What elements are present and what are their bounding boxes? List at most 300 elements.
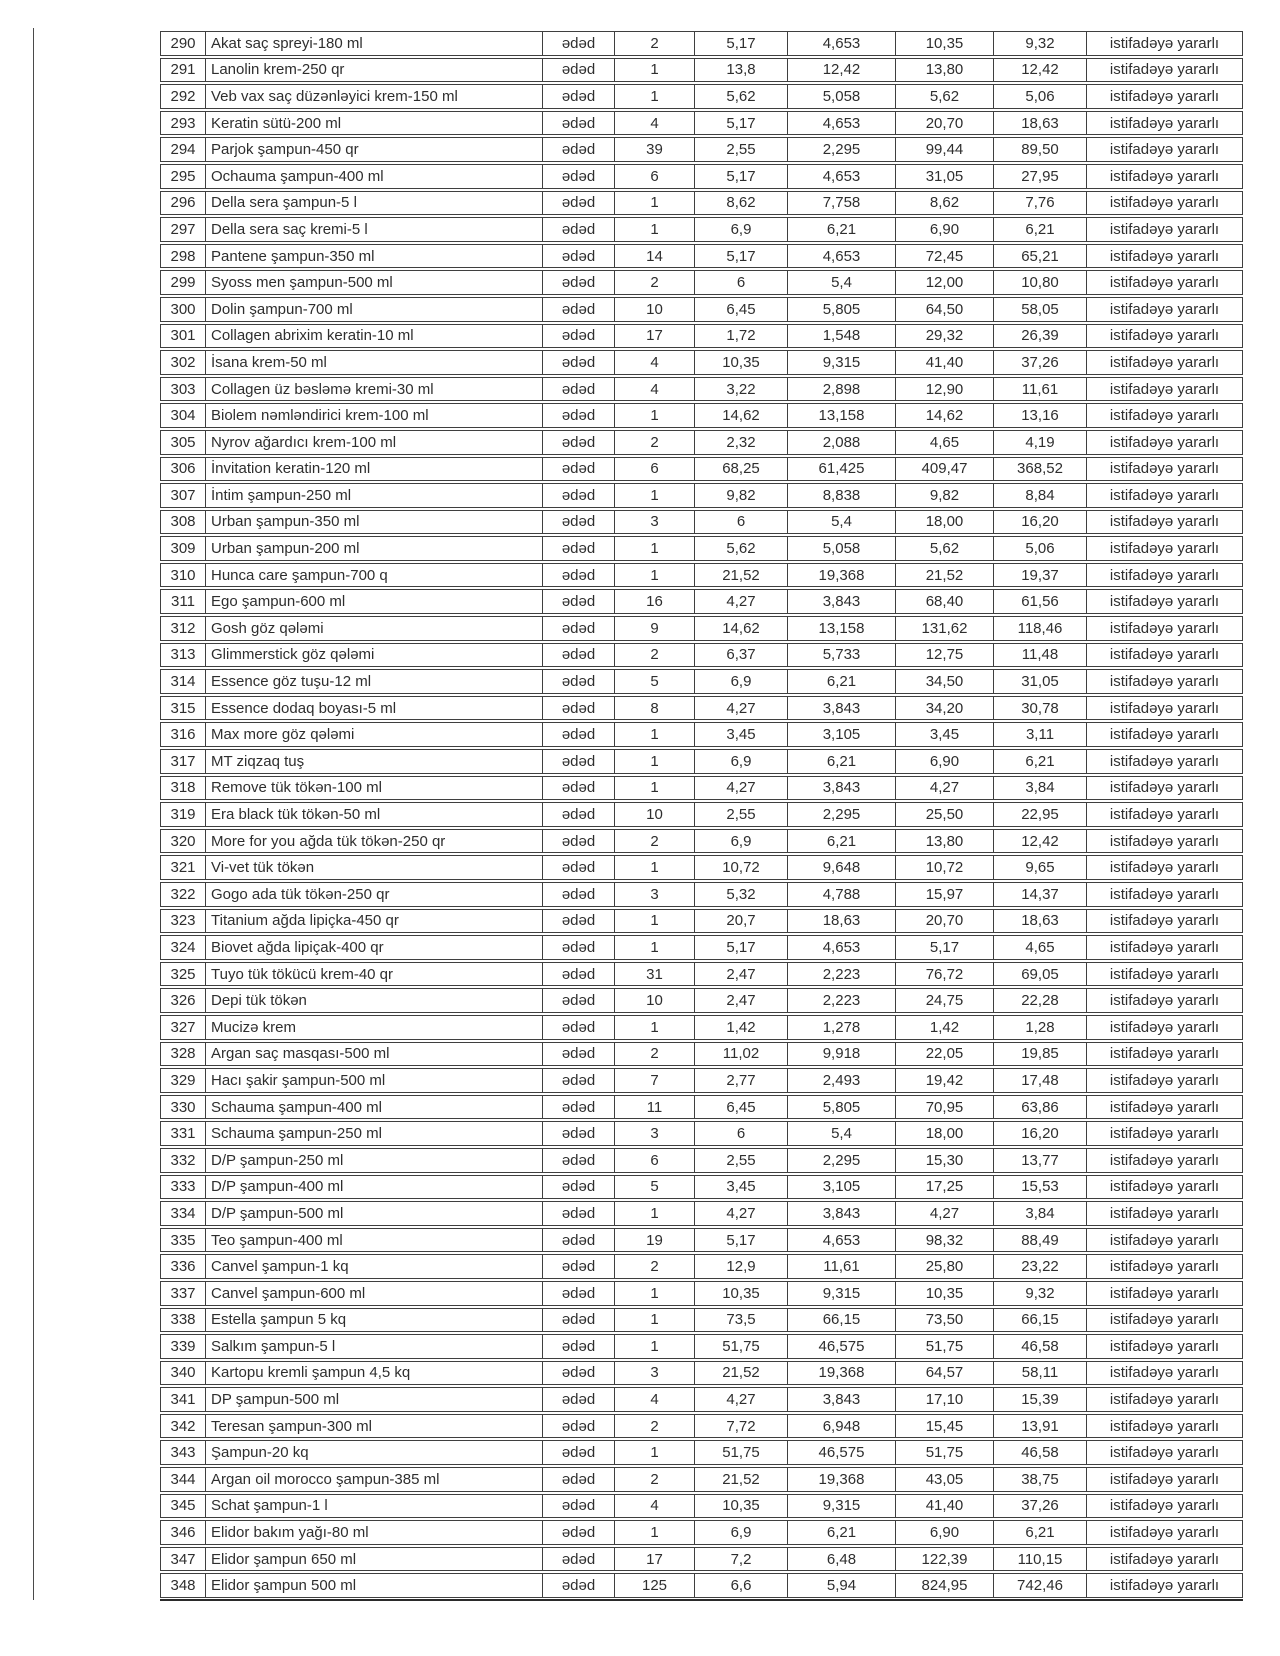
total-cell: 98,32 [896,1228,994,1253]
quantity-cell: 1 [615,722,695,747]
product-name-cell: Essence dodaq boyası-5 ml [206,696,543,721]
quantity-cell: 4 [615,350,695,375]
total-cell: 12,75 [896,643,994,668]
total-cell: 131,62 [896,616,994,641]
unit-cell: ədəd [543,589,615,614]
condition-status-cell: istifadəyə yararlı [1087,1228,1243,1253]
unit-price-net-cell: 5,805 [788,297,896,322]
row-number-cell: 337 [160,1281,206,1306]
quantity-cell: 3 [615,882,695,907]
unit-cell: ədəd [543,1121,615,1146]
condition-status-cell: istifadəyə yararlı [1087,1281,1243,1306]
quantity-cell: 2 [615,31,695,56]
condition-status-cell: istifadəyə yararlı [1087,802,1243,827]
condition-status-cell: istifadəyə yararlı [1087,1175,1243,1200]
unit-price-cell: 6,9 [695,1520,788,1545]
unit-cell: ədəd [543,935,615,960]
table-row [160,1361,1243,1386]
unit-price-cell: 6,9 [695,669,788,694]
unit-cell: ədəd [543,270,615,295]
total-cell: 21,52 [896,563,994,588]
row-number-cell: 317 [160,749,206,774]
unit-price-cell: 10,35 [695,1494,788,1519]
total-cell: 12,00 [896,270,994,295]
product-name-cell: Essence göz tuşu-12 ml [206,669,543,694]
row-number-cell: 300 [160,297,206,322]
table-row [160,643,1243,668]
condition-status-cell: istifadəyə yararlı [1087,1494,1243,1519]
total-net-cell: 12,42 [994,829,1087,854]
unit-price-net-cell: 13,158 [788,403,896,428]
total-net-cell: 65,21 [994,244,1087,269]
unit-price-cell: 2,47 [695,988,788,1013]
product-name-cell: Della sera saç kremi-5 l [206,217,543,242]
table-row [160,1494,1243,1519]
unit-price-cell: 4,27 [695,696,788,721]
quantity-cell: 1 [615,909,695,934]
product-name-cell: Dolin şampun-700 ml [206,297,543,322]
quantity-cell: 1 [615,935,695,960]
row-number-cell: 296 [160,191,206,216]
row-number-cell: 335 [160,1228,206,1253]
quantity-cell: 1 [615,563,695,588]
condition-status-cell: istifadəyə yararlı [1087,510,1243,535]
unit-price-cell: 68,25 [695,457,788,482]
product-name-cell: Kartopu kremli şampun 4,5 kq [206,1361,543,1386]
total-cell: 18,00 [896,510,994,535]
unit-price-net-cell: 4,653 [788,31,896,56]
unit-price-net-cell: 2,223 [788,988,896,1013]
unit-cell: ədəd [543,58,615,83]
condition-status-cell: istifadəyə yararlı [1087,457,1243,482]
table-bottom-border [160,1599,1243,1601]
unit-price-net-cell: 6,48 [788,1547,896,1572]
total-net-cell: 46,58 [994,1334,1087,1359]
unit-price-net-cell: 2,223 [788,962,896,987]
total-cell: 64,50 [896,297,994,322]
total-net-cell: 88,49 [994,1228,1087,1253]
quantity-cell: 4 [615,1494,695,1519]
table-row [160,350,1243,375]
table-row [160,111,1243,136]
table-row [160,1281,1243,1306]
row-number-cell: 295 [160,164,206,189]
unit-price-cell: 6,45 [695,297,788,322]
total-cell: 25,80 [896,1254,994,1279]
total-cell: 19,42 [896,1068,994,1093]
table-row [160,1015,1243,1040]
quantity-cell: 5 [615,1175,695,1200]
row-number-cell: 333 [160,1175,206,1200]
unit-cell: ədəd [543,1520,615,1545]
product-name-cell: Keratin sütü-200 ml [206,111,543,136]
product-name-cell: Gosh göz qələmi [206,616,543,641]
unit-price-cell: 21,52 [695,1361,788,1386]
unit-price-net-cell: 6,21 [788,829,896,854]
table-row [160,84,1243,109]
quantity-cell: 2 [615,430,695,455]
unit-cell: ədəd [543,457,615,482]
unit-cell: ədəd [543,882,615,907]
total-cell: 15,30 [896,1148,994,1173]
product-name-cell: Veb vax saç düzənləyici krem-150 ml [206,84,543,109]
quantity-cell: 2 [615,1254,695,1279]
unit-price-cell: 6,9 [695,829,788,854]
table-row [160,855,1243,880]
unit-price-net-cell: 4,653 [788,244,896,269]
row-number-cell: 299 [160,270,206,295]
unit-price-cell: 2,32 [695,430,788,455]
product-name-cell: Canvel şampun-1 kq [206,1254,543,1279]
condition-status-cell: istifadəyə yararlı [1087,776,1243,801]
row-number-cell: 320 [160,829,206,854]
unit-price-net-cell: 9,918 [788,1042,896,1067]
total-net-cell: 13,77 [994,1148,1087,1173]
unit-price-cell: 10,35 [695,1281,788,1306]
table-row [160,1440,1243,1465]
product-name-cell: Remove tük tökən-100 ml [206,776,543,801]
table-row [160,191,1243,216]
unit-price-net-cell: 3,843 [788,1387,896,1412]
unit-price-net-cell: 66,15 [788,1308,896,1333]
unit-price-net-cell: 61,425 [788,457,896,482]
total-cell: 12,90 [896,377,994,402]
total-net-cell: 58,05 [994,297,1087,322]
quantity-cell: 8 [615,696,695,721]
page-edge-line [33,28,34,1600]
condition-status-cell: istifadəyə yararlı [1087,1334,1243,1359]
total-cell: 4,27 [896,1201,994,1226]
condition-status-cell: istifadəyə yararlı [1087,882,1243,907]
total-net-cell: 13,91 [994,1414,1087,1439]
unit-price-cell: 5,62 [695,536,788,561]
product-name-cell: Canvel şampun-600 ml [206,1281,543,1306]
unit-cell: ədəd [543,137,615,162]
row-number-cell: 341 [160,1387,206,1412]
product-name-cell: Ochauma şampun-400 ml [206,164,543,189]
table-row [160,935,1243,960]
product-name-cell: Schat şampun-1 l [206,1494,543,1519]
total-net-cell: 15,39 [994,1387,1087,1412]
product-name-cell: Estella şampun 5 kq [206,1308,543,1333]
unit-price-cell: 3,22 [695,377,788,402]
quantity-cell: 1 [615,1201,695,1226]
table-row [160,483,1243,508]
unit-price-cell: 7,2 [695,1547,788,1572]
row-number-cell: 304 [160,403,206,428]
total-net-cell: 3,11 [994,722,1087,747]
quantity-cell: 31 [615,962,695,987]
unit-price-net-cell: 9,315 [788,1281,896,1306]
product-name-cell: D/P şampun-250 ml [206,1148,543,1173]
unit-cell: ədəd [543,1387,615,1412]
unit-cell: ədəd [543,403,615,428]
total-net-cell: 46,58 [994,1440,1087,1465]
total-cell: 4,27 [896,776,994,801]
quantity-cell: 2 [615,1414,695,1439]
row-number-cell: 331 [160,1121,206,1146]
total-cell: 13,80 [896,829,994,854]
row-number-cell: 303 [160,377,206,402]
row-number-cell: 321 [160,855,206,880]
condition-status-cell: istifadəyə yararlı [1087,616,1243,641]
unit-price-cell: 6,37 [695,643,788,668]
unit-price-net-cell: 7,758 [788,191,896,216]
condition-status-cell: istifadəyə yararlı [1087,270,1243,295]
unit-price-net-cell: 2,088 [788,430,896,455]
unit-cell: ədəd [543,1440,615,1465]
inventory-table-body [160,31,1243,1598]
quantity-cell: 6 [615,457,695,482]
unit-cell: ədəd [543,1254,615,1279]
condition-status-cell: istifadəyə yararlı [1087,1095,1243,1120]
unit-price-cell: 9,82 [695,483,788,508]
total-cell: 6,90 [896,749,994,774]
condition-status-cell: istifadəyə yararlı [1087,1201,1243,1226]
quantity-cell: 11 [615,1095,695,1120]
product-name-cell: Urban şampun-200 ml [206,536,543,561]
product-name-cell: Elidor şampun 500 ml [206,1573,543,1598]
total-cell: 122,39 [896,1547,994,1572]
inventory-table [160,29,1243,1600]
total-net-cell: 6,21 [994,749,1087,774]
condition-status-cell: istifadəyə yararlı [1087,1308,1243,1333]
unit-cell: ədəd [543,1281,615,1306]
row-number-cell: 332 [160,1148,206,1173]
total-cell: 15,45 [896,1414,994,1439]
condition-status-cell: istifadəyə yararlı [1087,244,1243,269]
total-net-cell: 4,19 [994,430,1087,455]
product-name-cell: Collagen üz bəsləmə kremi-30 ml [206,377,543,402]
row-number-cell: 336 [160,1254,206,1279]
condition-status-cell: istifadəyə yararlı [1087,669,1243,694]
row-number-cell: 325 [160,962,206,987]
unit-price-net-cell: 4,653 [788,935,896,960]
table-row [160,1254,1243,1279]
row-number-cell: 347 [160,1547,206,1572]
total-cell: 5,62 [896,84,994,109]
total-net-cell: 3,84 [994,776,1087,801]
quantity-cell: 10 [615,802,695,827]
unit-price-cell: 51,75 [695,1334,788,1359]
unit-price-cell: 2,55 [695,1148,788,1173]
total-cell: 10,72 [896,855,994,880]
condition-status-cell: istifadəyə yararlı [1087,483,1243,508]
unit-price-cell: 14,62 [695,403,788,428]
unit-cell: ədəd [543,510,615,535]
total-cell: 15,97 [896,882,994,907]
condition-status-cell: istifadəyə yararlı [1087,1573,1243,1598]
total-net-cell: 9,32 [994,31,1087,56]
unit-cell: ədəd [543,1547,615,1572]
quantity-cell: 16 [615,589,695,614]
quantity-cell: 1 [615,84,695,109]
row-number-cell: 292 [160,84,206,109]
quantity-cell: 4 [615,111,695,136]
row-number-cell: 314 [160,669,206,694]
unit-cell: ədəd [543,1095,615,1120]
product-name-cell: Mucizə krem [206,1015,543,1040]
row-number-cell: 312 [160,616,206,641]
product-name-cell: Lanolin krem-250 qr [206,58,543,83]
row-number-cell: 318 [160,776,206,801]
unit-price-net-cell: 3,843 [788,776,896,801]
row-number-cell: 339 [160,1334,206,1359]
quantity-cell: 10 [615,297,695,322]
table-row [160,988,1243,1013]
product-name-cell: Max more göz qələmi [206,722,543,747]
unit-price-cell: 10,35 [695,350,788,375]
quantity-cell: 39 [615,137,695,162]
table-row [160,244,1243,269]
condition-status-cell: istifadəyə yararlı [1087,722,1243,747]
condition-status-cell: istifadəyə yararlı [1087,1520,1243,1545]
product-name-cell: Akat saç spreyi-180 ml [206,31,543,56]
unit-price-net-cell: 13,158 [788,616,896,641]
condition-status-cell: istifadəyə yararlı [1087,1068,1243,1093]
unit-price-cell: 1,72 [695,324,788,349]
table-row [160,722,1243,747]
row-number-cell: 338 [160,1308,206,1333]
row-number-cell: 310 [160,563,206,588]
condition-status-cell: istifadəyə yararlı [1087,696,1243,721]
total-cell: 3,45 [896,722,994,747]
quantity-cell: 1 [615,855,695,880]
product-name-cell: Teo şampun-400 ml [206,1228,543,1253]
row-number-cell: 307 [160,483,206,508]
total-net-cell: 742,46 [994,1573,1087,1598]
unit-price-cell: 5,17 [695,244,788,269]
product-name-cell: Era black tük tökən-50 ml [206,802,543,827]
condition-status-cell: istifadəyə yararlı [1087,430,1243,455]
unit-price-cell: 1,42 [695,1015,788,1040]
total-cell: 29,32 [896,324,994,349]
total-net-cell: 19,37 [994,563,1087,588]
quantity-cell: 1 [615,536,695,561]
unit-price-cell: 3,45 [695,722,788,747]
row-number-cell: 291 [160,58,206,83]
unit-price-net-cell: 6,21 [788,669,896,694]
total-cell: 51,75 [896,1440,994,1465]
product-name-cell: Vi-vet tük tökən [206,855,543,880]
product-name-cell: Depi tük tökən [206,988,543,1013]
unit-price-net-cell: 5,733 [788,643,896,668]
row-number-cell: 326 [160,988,206,1013]
total-net-cell: 23,22 [994,1254,1087,1279]
unit-cell: ədəd [543,536,615,561]
quantity-cell: 17 [615,1547,695,1572]
condition-status-cell: istifadəyə yararlı [1087,1015,1243,1040]
quantity-cell: 19 [615,1228,695,1253]
product-name-cell: Collagen abrixim keratin-10 ml [206,324,543,349]
unit-cell: ədəd [543,696,615,721]
unit-cell: ədəd [543,31,615,56]
row-number-cell: 340 [160,1361,206,1386]
quantity-cell: 1 [615,1520,695,1545]
unit-cell: ədəd [543,1334,615,1359]
table-row [160,1175,1243,1200]
condition-status-cell: istifadəyə yararlı [1087,1361,1243,1386]
quantity-cell: 2 [615,270,695,295]
unit-price-cell: 6,45 [695,1095,788,1120]
unit-price-cell: 20,7 [695,909,788,934]
unit-cell: ədəd [543,217,615,242]
condition-status-cell: istifadəyə yararlı [1087,164,1243,189]
unit-cell: ədəd [543,191,615,216]
total-net-cell: 13,16 [994,403,1087,428]
condition-status-cell: istifadəyə yararlı [1087,563,1243,588]
unit-price-net-cell: 2,295 [788,802,896,827]
row-number-cell: 330 [160,1095,206,1120]
unit-price-net-cell: 46,575 [788,1334,896,1359]
total-net-cell: 61,56 [994,589,1087,614]
product-name-cell: Parjok şampun-450 qr [206,137,543,162]
quantity-cell: 3 [615,1361,695,1386]
unit-price-net-cell: 19,368 [788,563,896,588]
total-net-cell: 9,65 [994,855,1087,880]
total-net-cell: 15,53 [994,1175,1087,1200]
table-row [160,962,1243,987]
total-net-cell: 18,63 [994,909,1087,934]
unit-price-cell: 2,55 [695,137,788,162]
unit-price-cell: 5,17 [695,935,788,960]
table-row [160,616,1243,641]
condition-status-cell: istifadəyə yararlı [1087,191,1243,216]
total-cell: 14,62 [896,403,994,428]
total-net-cell: 37,26 [994,350,1087,375]
total-net-cell: 4,65 [994,935,1087,960]
quantity-cell: 10 [615,988,695,1013]
product-name-cell: MT ziqzaq tuş [206,749,543,774]
product-name-cell: Syoss men şampun-500 ml [206,270,543,295]
condition-status-cell: istifadəyə yararlı [1087,58,1243,83]
unit-cell: ədəd [543,616,615,641]
table-row [160,1414,1243,1439]
table-row [160,1573,1243,1598]
unit-price-cell: 4,27 [695,776,788,801]
total-net-cell: 69,05 [994,962,1087,987]
unit-price-net-cell: 4,788 [788,882,896,907]
unit-cell: ədəd [543,164,615,189]
unit-price-cell: 14,62 [695,616,788,641]
condition-status-cell: istifadəyə yararlı [1087,297,1243,322]
product-name-cell: Glimmerstick göz qələmi [206,643,543,668]
product-name-cell: DP şampun-500 ml [206,1387,543,1412]
unit-cell: ədəd [543,829,615,854]
product-name-cell: Biolem nəmləndirici krem-100 ml [206,403,543,428]
total-net-cell: 6,21 [994,1520,1087,1545]
unit-price-net-cell: 11,61 [788,1254,896,1279]
unit-cell: ədəd [543,855,615,880]
condition-status-cell: istifadəyə yararlı [1087,84,1243,109]
total-cell: 43,05 [896,1467,994,1492]
quantity-cell: 1 [615,483,695,508]
unit-cell: ədəd [543,324,615,349]
total-cell: 34,20 [896,696,994,721]
row-number-cell: 306 [160,457,206,482]
total-net-cell: 58,11 [994,1361,1087,1386]
unit-price-net-cell: 5,805 [788,1095,896,1120]
row-number-cell: 316 [160,722,206,747]
total-cell: 9,82 [896,483,994,508]
condition-status-cell: istifadəyə yararlı [1087,855,1243,880]
product-name-cell: Schauma şampun-400 ml [206,1095,543,1120]
total-net-cell: 38,75 [994,1467,1087,1492]
unit-cell: ədəd [543,483,615,508]
total-cell: 20,70 [896,909,994,934]
total-cell: 6,90 [896,1520,994,1545]
unit-cell: ədəd [543,1414,615,1439]
